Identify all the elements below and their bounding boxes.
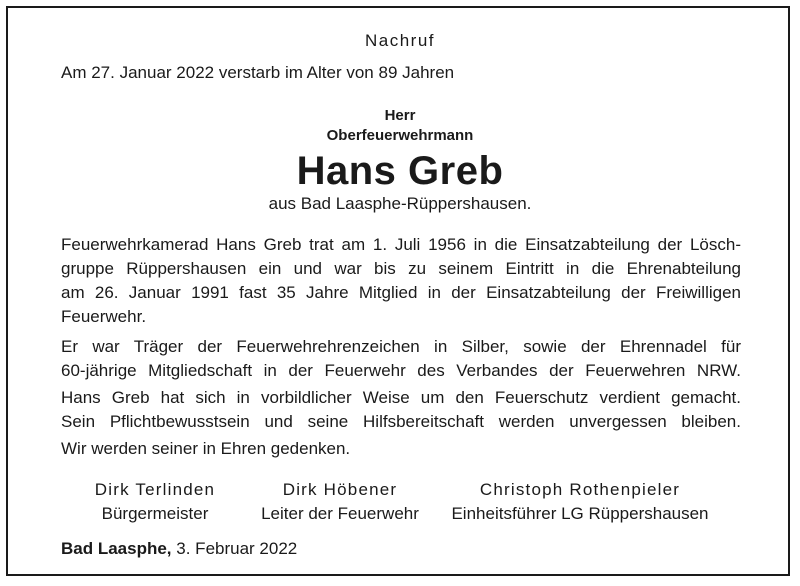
text-line: Hans Greb hat sich in vorbildlicher Weise um den Feuerschutz verdient gemacht. — [61, 388, 741, 407]
signature-fire-chief — [220, 478, 460, 526]
text-line: am 26. Januar 1991 fast 35 Jahre Mitglied in der Einsatzabteilung der Freiwilligen — [61, 283, 741, 302]
text-line: Wir werden seiner in Ehren gedenken. — [61, 439, 351, 458]
paragraph-service — [61, 233, 741, 329]
text-line: Er war Träger der Feuerwehrehrenzeichen in Silber, sowie der Ehrennadel für — [61, 337, 741, 356]
signature-unit-leader — [430, 478, 730, 526]
paragraph-honors — [61, 335, 741, 383]
place: Bad Laasphe, — [61, 539, 172, 558]
paragraph-closing — [61, 437, 741, 461]
text-line: Feuerwehr. — [61, 307, 147, 326]
date: 3. Februar 2022 — [176, 539, 298, 558]
intro-line: Am 27. Januar 2022 verstarb im Alter von 89 Jahren — [61, 63, 455, 82]
place-date-line — [61, 539, 297, 559]
signatory-name: Dirk Terlinden — [94, 480, 216, 499]
signatory-name: Dirk Höbener — [282, 480, 398, 499]
salutation: Herr — [384, 107, 416, 124]
text-line: Sein Pflichtbewusstsein und seine Hilfsbereitschaft werden unvergessen bleiben. — [61, 412, 741, 431]
text-line: Feuerwehrkamerad Hans Greb trat am 1. Juli 1956 in die Einsatzabteilung der Lösch- — [61, 235, 741, 254]
text-line: gruppe Rüppershausen ein und war bis zu seinem Eintritt in die Ehrenabteilung — [61, 259, 741, 278]
signatory-role: Einheitsführer LG Rüppershausen — [451, 504, 709, 523]
signatory-name: Christoph Rothenpieler — [479, 480, 681, 499]
signatory-role: Leiter der Feuerwehr — [261, 504, 419, 523]
paragraph-tribute — [61, 386, 741, 434]
rank-title: Oberfeuerwehrmann — [326, 127, 474, 144]
signatory-role: Bürgermeister — [101, 504, 209, 523]
deceased-name: Hans Greb — [296, 149, 504, 193]
hometown-line: aus Bad Laasphe-Rüppershausen. — [268, 194, 532, 213]
text-line: 60-jährige Mitgliedschaft in der Feuerwehr des Verbandes der Feuerwehren NRW. — [61, 361, 741, 380]
obituary-heading: Nachruf — [364, 31, 436, 50]
